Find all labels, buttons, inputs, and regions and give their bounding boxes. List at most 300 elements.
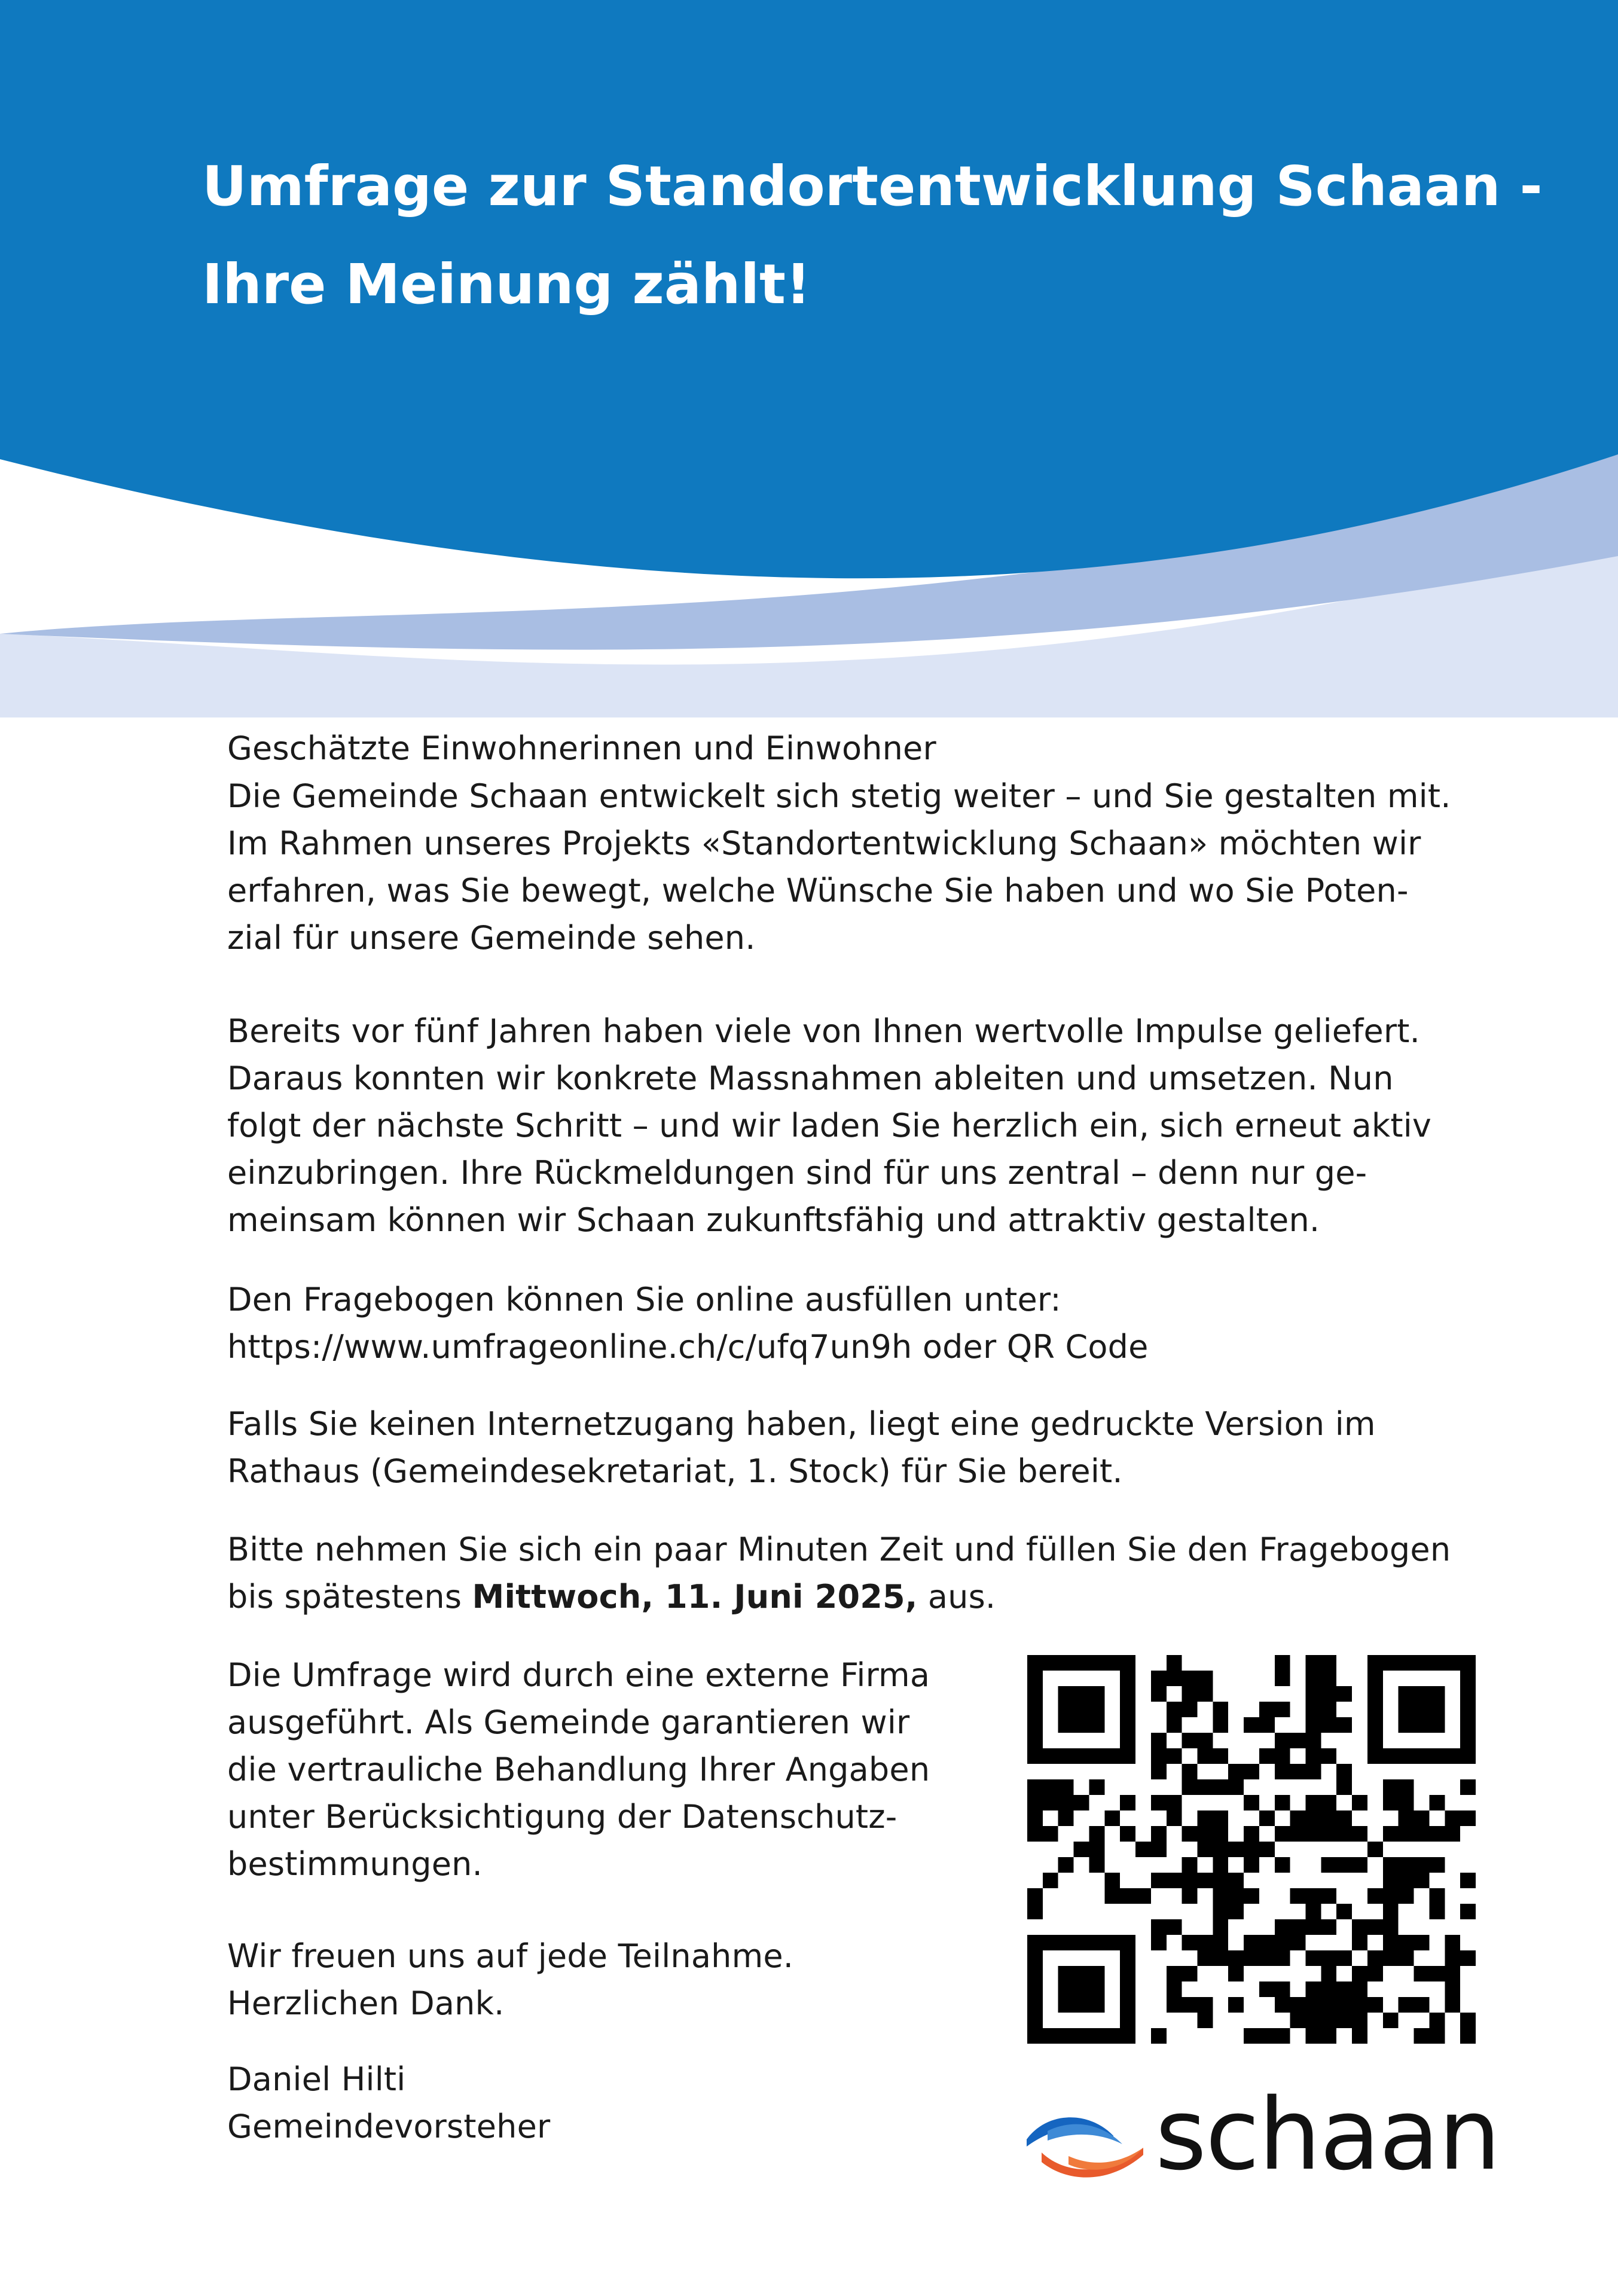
qr-module bbox=[1275, 1857, 1290, 1873]
paragraph-line: Im Rahmen unseres Projekts «Standortentwicklung Schaan» möchten wir bbox=[227, 825, 1421, 862]
qr-module bbox=[1275, 2028, 1290, 2044]
qr-module bbox=[1275, 1950, 1290, 1966]
schaan-wave-logo-icon bbox=[1024, 2105, 1161, 2182]
qr-module bbox=[1167, 1981, 1182, 1997]
qr-module bbox=[1213, 1717, 1228, 1733]
qr-module bbox=[1367, 1748, 1383, 1764]
qr-module bbox=[1104, 1935, 1120, 1950]
qr-module bbox=[1460, 1779, 1476, 1795]
qr-module bbox=[1259, 1748, 1275, 1764]
qr-module bbox=[1089, 1655, 1104, 1671]
qr-module bbox=[1306, 1717, 1321, 1733]
qr-module bbox=[1027, 1981, 1043, 1997]
qr-module bbox=[1151, 2028, 1167, 2044]
qr-module bbox=[1228, 1779, 1244, 1795]
qr-module bbox=[1244, 1888, 1259, 1904]
qr-module bbox=[1027, 1702, 1043, 1717]
qr-module bbox=[1089, 1981, 1104, 1997]
qr-module bbox=[1182, 1997, 1198, 2013]
qr-module bbox=[1445, 1935, 1460, 1950]
qr-module bbox=[1182, 1686, 1198, 1702]
qr-module bbox=[1074, 1748, 1089, 1764]
qr-module bbox=[1228, 1842, 1244, 1857]
qr-module bbox=[1027, 1888, 1043, 1904]
qr-module bbox=[1321, 1655, 1336, 1671]
qr-module bbox=[1259, 1950, 1275, 1966]
qr-module bbox=[1306, 1981, 1321, 1997]
qr-module bbox=[1367, 1717, 1383, 1733]
qr-module bbox=[1321, 1966, 1336, 1981]
qr-module bbox=[1336, 1904, 1352, 1919]
greeting bbox=[227, 725, 936, 772]
qr-module bbox=[1120, 1966, 1135, 1981]
qr-module bbox=[1151, 1748, 1167, 1764]
qr-module bbox=[1089, 1826, 1104, 1842]
qr-module bbox=[1104, 1873, 1120, 1888]
qr-module bbox=[1306, 1997, 1321, 2013]
qr-module bbox=[1197, 1810, 1213, 1826]
qr-module bbox=[1151, 1935, 1167, 1950]
qr-module bbox=[1352, 1857, 1367, 1873]
qr-module bbox=[1321, 1888, 1336, 1904]
qr-module bbox=[1197, 1950, 1213, 1966]
qr-module bbox=[1120, 1997, 1135, 2013]
qr-module bbox=[1460, 1717, 1476, 1733]
qr-module bbox=[1367, 1686, 1383, 1702]
qr-module bbox=[1383, 1857, 1399, 1873]
qr-module bbox=[1151, 1826, 1167, 1842]
qr-module bbox=[1074, 1655, 1089, 1671]
qr-module bbox=[1197, 1733, 1213, 1748]
qr-module bbox=[1027, 1810, 1043, 1826]
qr-module bbox=[1120, 1935, 1135, 1950]
qr-module bbox=[1445, 1950, 1460, 1966]
qr-module bbox=[1445, 1997, 1460, 2013]
qr-module bbox=[1244, 1950, 1259, 1966]
qr-module bbox=[1259, 1842, 1275, 1857]
qr-module bbox=[1414, 1873, 1430, 1888]
qr-module bbox=[1414, 1655, 1430, 1671]
qr-module bbox=[1336, 1686, 1352, 1702]
qr-module bbox=[1151, 1795, 1167, 1810]
qr-module bbox=[1244, 1764, 1259, 1779]
qr-module bbox=[1043, 2028, 1058, 2044]
paragraph-line: Wir freuen uns auf jede Teilnahme. bbox=[227, 1937, 794, 1975]
qr-module bbox=[1429, 1888, 1445, 1904]
qr-module bbox=[1043, 1873, 1058, 1888]
qr-module bbox=[1321, 1717, 1336, 1733]
qr-module bbox=[1151, 1842, 1167, 1857]
qr-module bbox=[1399, 1950, 1414, 1966]
qr-module bbox=[1197, 1748, 1213, 1764]
qr-module bbox=[1120, 1826, 1135, 1842]
qr-module bbox=[1182, 1966, 1198, 1981]
qr-module bbox=[1027, 1935, 1043, 1950]
qr-module bbox=[1043, 1795, 1058, 1810]
qr-module bbox=[1306, 1655, 1321, 1671]
qr-module bbox=[1027, 1997, 1043, 2013]
qr-module bbox=[1275, 1655, 1290, 1671]
qr-module bbox=[1321, 1997, 1336, 2013]
qr-module bbox=[1244, 1842, 1259, 1857]
qr-module bbox=[1104, 2028, 1120, 2044]
paragraph-line: Die Umfrage wird durch eine externe Firma bbox=[227, 1656, 930, 1694]
qr-module bbox=[1352, 1981, 1367, 1997]
qr-module bbox=[1213, 1826, 1228, 1842]
qr-module bbox=[1383, 1904, 1399, 1919]
qr-module bbox=[1399, 1935, 1414, 1950]
signature-name: Daniel Hilti bbox=[227, 2060, 406, 2098]
qr-module bbox=[1352, 1919, 1367, 1935]
qr-module bbox=[1182, 1733, 1198, 1748]
qr-module bbox=[1306, 1888, 1321, 1904]
qr-module bbox=[1197, 1842, 1213, 1857]
qr-module bbox=[1383, 1655, 1399, 1671]
qr-module bbox=[1151, 1686, 1167, 1702]
qr-module bbox=[1027, 1655, 1043, 1671]
qr-module bbox=[1306, 1671, 1321, 1686]
paragraph-privacy bbox=[227, 1651, 930, 1888]
qr-module bbox=[1414, 1702, 1430, 1717]
qr-module bbox=[1228, 1966, 1244, 1981]
qr-module bbox=[1089, 1966, 1104, 1981]
logo-wordmark: schaan bbox=[1155, 2077, 1500, 2192]
qr-module bbox=[1383, 2013, 1399, 2028]
qr-module bbox=[1321, 1826, 1336, 1842]
qr-module bbox=[1058, 1810, 1074, 1826]
paragraph-line: Den Fragebogen können Sie online ausfüllen unter: bbox=[227, 1281, 1061, 1318]
qr-module bbox=[1352, 1935, 1367, 1950]
qr-module bbox=[1445, 1810, 1460, 1826]
paragraph-line: Rathaus (Gemeindesekretariat, 1. Stock) für Sie bereit. bbox=[227, 1452, 1123, 1490]
qr-module bbox=[1275, 1826, 1290, 1842]
qr-module bbox=[1306, 1950, 1321, 1966]
qr-module bbox=[1399, 1997, 1414, 2013]
qr-module bbox=[1120, 2028, 1135, 2044]
qr-module bbox=[1228, 1764, 1244, 1779]
qr-module bbox=[1399, 1779, 1414, 1795]
qr-module bbox=[1336, 1779, 1352, 1795]
qr-module bbox=[1120, 1733, 1135, 1748]
qr-module bbox=[1089, 1702, 1104, 1717]
schaan-logo bbox=[1024, 2077, 1500, 2192]
qr-module bbox=[1213, 1810, 1228, 1826]
qr-module bbox=[1213, 1888, 1228, 1904]
paragraph-line: Falls Sie keinen Internetzugang haben, liegt eine gedruckte Version im bbox=[227, 1405, 1376, 1443]
qr-module bbox=[1259, 1702, 1275, 1717]
qr-module bbox=[1383, 1826, 1399, 1842]
qr-module bbox=[1445, 1748, 1460, 1764]
paragraph-line: Herzlichen Dank. bbox=[227, 1984, 505, 2022]
qr-module bbox=[1460, 1873, 1476, 1888]
paragraph-intro bbox=[227, 773, 1451, 961]
qr-module bbox=[1074, 1997, 1089, 2013]
qr-module bbox=[1135, 1888, 1151, 1904]
qr-module bbox=[1213, 1919, 1228, 1935]
qr-module bbox=[1213, 1935, 1228, 1950]
qr-module bbox=[1089, 1779, 1104, 1795]
qr-module bbox=[1275, 1919, 1290, 1935]
paragraph-line: Bitte nehmen Sie sich ein paar Minuten Zeit und füllen Sie den Fragebogen bbox=[227, 1531, 1451, 1568]
deadline-suffix: aus. bbox=[917, 1578, 996, 1616]
qr-module bbox=[1167, 1717, 1182, 1733]
qr-module bbox=[1197, 1826, 1213, 1842]
qr-module bbox=[1074, 1935, 1089, 1950]
qr-module bbox=[1290, 2013, 1306, 2028]
qr-module bbox=[1182, 1779, 1198, 1795]
qr-module bbox=[1027, 1795, 1043, 1810]
qr-module bbox=[1367, 1842, 1383, 1857]
qr-module bbox=[1275, 1997, 1290, 2013]
qr-module bbox=[1058, 1717, 1074, 1733]
qr-module bbox=[1089, 1997, 1104, 2013]
qr-module bbox=[1058, 1779, 1074, 1795]
qr-module bbox=[1197, 1686, 1213, 1702]
qr-module bbox=[1275, 1935, 1290, 1950]
qr-module bbox=[1383, 1888, 1399, 1904]
qr-module bbox=[1399, 1888, 1414, 1904]
qr-code-icon[interactable] bbox=[1027, 1655, 1476, 2044]
qr-module bbox=[1244, 1795, 1259, 1810]
qr-module bbox=[1460, 1686, 1476, 1702]
qr-module bbox=[1460, 2013, 1476, 2028]
qr-module bbox=[1352, 1997, 1367, 2013]
qr-module bbox=[1089, 1686, 1104, 1702]
qr-module bbox=[1089, 1857, 1104, 1873]
qr-module bbox=[1290, 1810, 1306, 1826]
qr-module bbox=[1182, 1935, 1198, 1950]
qr-module bbox=[1306, 1795, 1321, 1810]
qr-module bbox=[1399, 1748, 1414, 1764]
qr-module bbox=[1383, 1779, 1399, 1795]
qr-module bbox=[1244, 1717, 1259, 1733]
qr-module bbox=[1460, 1810, 1476, 1826]
qr-module bbox=[1429, 1826, 1445, 1842]
qr-module bbox=[1352, 1795, 1367, 1810]
qr-module bbox=[1336, 1857, 1352, 1873]
qr-module bbox=[1089, 1748, 1104, 1764]
qr-module bbox=[1197, 2013, 1213, 2028]
qr-module bbox=[1058, 1966, 1074, 1981]
qr-module bbox=[1321, 1950, 1336, 1966]
qr-module bbox=[1306, 1748, 1321, 1764]
qr-module bbox=[1399, 1655, 1414, 1671]
qr-module bbox=[1290, 1935, 1306, 1950]
qr-module bbox=[1043, 1655, 1058, 1671]
qr-module bbox=[1414, 2028, 1430, 2044]
qr-module bbox=[1027, 1717, 1043, 1733]
qr-module bbox=[1043, 1935, 1058, 1950]
qr-module bbox=[1167, 1671, 1182, 1686]
qr-module bbox=[1336, 1981, 1352, 1997]
qr-module bbox=[1321, 1857, 1336, 1873]
paragraph-line: ausgeführt. Als Gemeinde garantieren wir bbox=[227, 1703, 910, 1741]
qr-module bbox=[1228, 1950, 1244, 1966]
qr-module bbox=[1399, 1717, 1414, 1733]
qr-module bbox=[1120, 1981, 1135, 1997]
qr-module bbox=[1367, 1997, 1383, 2013]
qr-module bbox=[1135, 1842, 1151, 1857]
paragraph-line: Die Gemeinde Schaan entwickelt sich stetig weiter – und Sie gestalten mit. bbox=[227, 777, 1451, 815]
qr-module bbox=[1182, 1873, 1198, 1888]
qr-module bbox=[1058, 2028, 1074, 2044]
qr-module bbox=[1306, 1826, 1321, 1842]
qr-module bbox=[1367, 1888, 1383, 1904]
qr-module bbox=[1367, 1966, 1383, 1981]
qr-module bbox=[1336, 1717, 1352, 1733]
qr-module bbox=[1228, 1997, 1244, 2013]
paragraph-line: bestimmungen. bbox=[227, 1845, 483, 1883]
qr-module bbox=[1367, 1950, 1383, 1966]
title-line-2: Ihre Meinung zählt! bbox=[202, 252, 811, 316]
qr-module bbox=[1228, 1888, 1244, 1904]
qr-module bbox=[1445, 1981, 1460, 1997]
qr-module bbox=[1383, 1919, 1399, 1935]
header-background bbox=[0, 0, 1618, 718]
paragraph-line: Daraus konnten wir konkrete Massnahmen ableiten und umsetzen. Nun bbox=[227, 1060, 1394, 1097]
qr-module bbox=[1120, 1671, 1135, 1686]
greeting-text: Geschätzte Einwohnerinnen und Einwohner bbox=[227, 729, 936, 767]
deadline-date: Mittwoch, 11. Juni 2025, bbox=[472, 1578, 918, 1616]
qr-module bbox=[1151, 1919, 1167, 1935]
title-line-1: Umfrage zur Standortentwicklung Schaan - bbox=[202, 154, 1543, 218]
qr-module bbox=[1290, 1826, 1306, 1842]
qr-module bbox=[1043, 1826, 1058, 1842]
page-title bbox=[202, 138, 1577, 334]
deadline-line bbox=[227, 1573, 1451, 1620]
paragraph-thanks bbox=[227, 1932, 793, 2027]
qr-module bbox=[1151, 1671, 1167, 1686]
qr-module bbox=[1399, 1857, 1414, 1873]
qr-module bbox=[1414, 1966, 1430, 1981]
qr-module bbox=[1352, 1966, 1367, 1981]
qr-module bbox=[1182, 1888, 1198, 1904]
qr-module bbox=[1167, 1795, 1182, 1810]
qr-module bbox=[1414, 1748, 1430, 1764]
qr-module bbox=[1321, 2013, 1336, 2028]
qr-module bbox=[1429, 1904, 1445, 1919]
qr-module bbox=[1336, 1950, 1352, 1966]
paragraph-printed bbox=[227, 1400, 1376, 1495]
qr-module bbox=[1336, 1997, 1352, 2013]
qr-module bbox=[1089, 2028, 1104, 2044]
qr-module bbox=[1306, 1702, 1321, 1717]
qr-module bbox=[1244, 1857, 1259, 1873]
qr-module bbox=[1182, 1857, 1198, 1873]
qr-module bbox=[1058, 1702, 1074, 1717]
qr-module bbox=[1429, 2013, 1445, 2028]
qr-module bbox=[1104, 1888, 1120, 1904]
qr-module bbox=[1074, 1795, 1089, 1810]
qr-module bbox=[1167, 1655, 1182, 1671]
qr-module bbox=[1151, 1873, 1167, 1888]
qr-module bbox=[1445, 1655, 1460, 1671]
qr-module bbox=[1027, 1779, 1043, 1795]
qr-module bbox=[1058, 1795, 1074, 1810]
qr-module bbox=[1429, 1702, 1445, 1717]
survey-url: https://www.umfrageonline.ch/c/ufq7un9h oder QR Code bbox=[227, 1328, 1149, 1366]
qr-module bbox=[1414, 1826, 1430, 1842]
qr-module bbox=[1383, 1950, 1399, 1966]
qr-module bbox=[1104, 1748, 1120, 1764]
qr-module bbox=[1399, 1873, 1414, 1888]
qr-module bbox=[1027, 1950, 1043, 1966]
qr-module bbox=[1399, 1686, 1414, 1702]
qr-module bbox=[1306, 1810, 1321, 1826]
qr-module bbox=[1228, 1873, 1244, 1888]
qr-module bbox=[1182, 1764, 1198, 1779]
qr-module bbox=[1429, 1686, 1445, 1702]
qr-module bbox=[1290, 1997, 1306, 2013]
qr-module bbox=[1120, 1655, 1135, 1671]
paragraph-online bbox=[227, 1276, 1149, 1370]
qr-module bbox=[1089, 1935, 1104, 1950]
qr-module bbox=[1367, 1733, 1383, 1748]
qr-module bbox=[1414, 1935, 1430, 1950]
qr-module bbox=[1399, 1810, 1414, 1826]
qr-module bbox=[1244, 2028, 1259, 2044]
qr-module bbox=[1058, 1857, 1074, 1873]
qr-module bbox=[1321, 1795, 1336, 1810]
qr-module bbox=[1213, 1950, 1228, 1966]
deadline-prefix: bis spätestens bbox=[227, 1578, 472, 1616]
qr-module bbox=[1321, 1702, 1336, 1717]
qr-module bbox=[1151, 1733, 1167, 1748]
paragraph-line: zial für unsere Gemeinde sehen. bbox=[227, 919, 756, 957]
qr-module bbox=[1321, 1671, 1336, 1686]
qr-module bbox=[1167, 1702, 1182, 1717]
qr-module bbox=[1321, 1686, 1336, 1702]
qr-module bbox=[1043, 1748, 1058, 1764]
qr-module bbox=[1306, 1764, 1321, 1779]
qr-module bbox=[1259, 1981, 1275, 1997]
qr-module bbox=[1120, 1702, 1135, 1717]
qr-module bbox=[1074, 2028, 1089, 2044]
qr-module bbox=[1213, 1842, 1228, 1857]
qr-module bbox=[1445, 1966, 1460, 1981]
qr-module bbox=[1383, 1795, 1399, 1810]
qr-module bbox=[1275, 1764, 1290, 1779]
qr-module bbox=[1120, 1950, 1135, 1966]
qr-module bbox=[1197, 1873, 1213, 1888]
qr-module bbox=[1027, 1686, 1043, 1702]
qr-module bbox=[1275, 1733, 1290, 1748]
qr-module bbox=[1367, 1655, 1383, 1671]
qr-module bbox=[1027, 1733, 1043, 1748]
qr-module bbox=[1259, 2028, 1275, 2044]
signature-role: Gemeindevorsteher bbox=[227, 2108, 551, 2145]
qr-module bbox=[1058, 1686, 1074, 1702]
qr-module bbox=[1321, 1919, 1336, 1935]
qr-module bbox=[1399, 1702, 1414, 1717]
qr-module bbox=[1460, 1671, 1476, 1686]
qr-module bbox=[1167, 1919, 1182, 1935]
qr-module bbox=[1104, 1810, 1120, 1826]
qr-module bbox=[1429, 1795, 1445, 1810]
qr-module bbox=[1321, 2028, 1336, 2044]
qr-module bbox=[1306, 1904, 1321, 1919]
qr-module bbox=[1027, 1904, 1043, 1919]
qr-module bbox=[1058, 1997, 1074, 2013]
qr-module bbox=[1306, 1686, 1321, 1702]
qr-module bbox=[1429, 1857, 1445, 1873]
qr-module bbox=[1120, 1717, 1135, 1733]
qr-module bbox=[1275, 1702, 1290, 1717]
qr-module bbox=[1213, 1857, 1228, 1873]
qr-module bbox=[1383, 1935, 1399, 1950]
qr-module bbox=[1167, 1748, 1182, 1764]
qr-module bbox=[1089, 1842, 1104, 1857]
